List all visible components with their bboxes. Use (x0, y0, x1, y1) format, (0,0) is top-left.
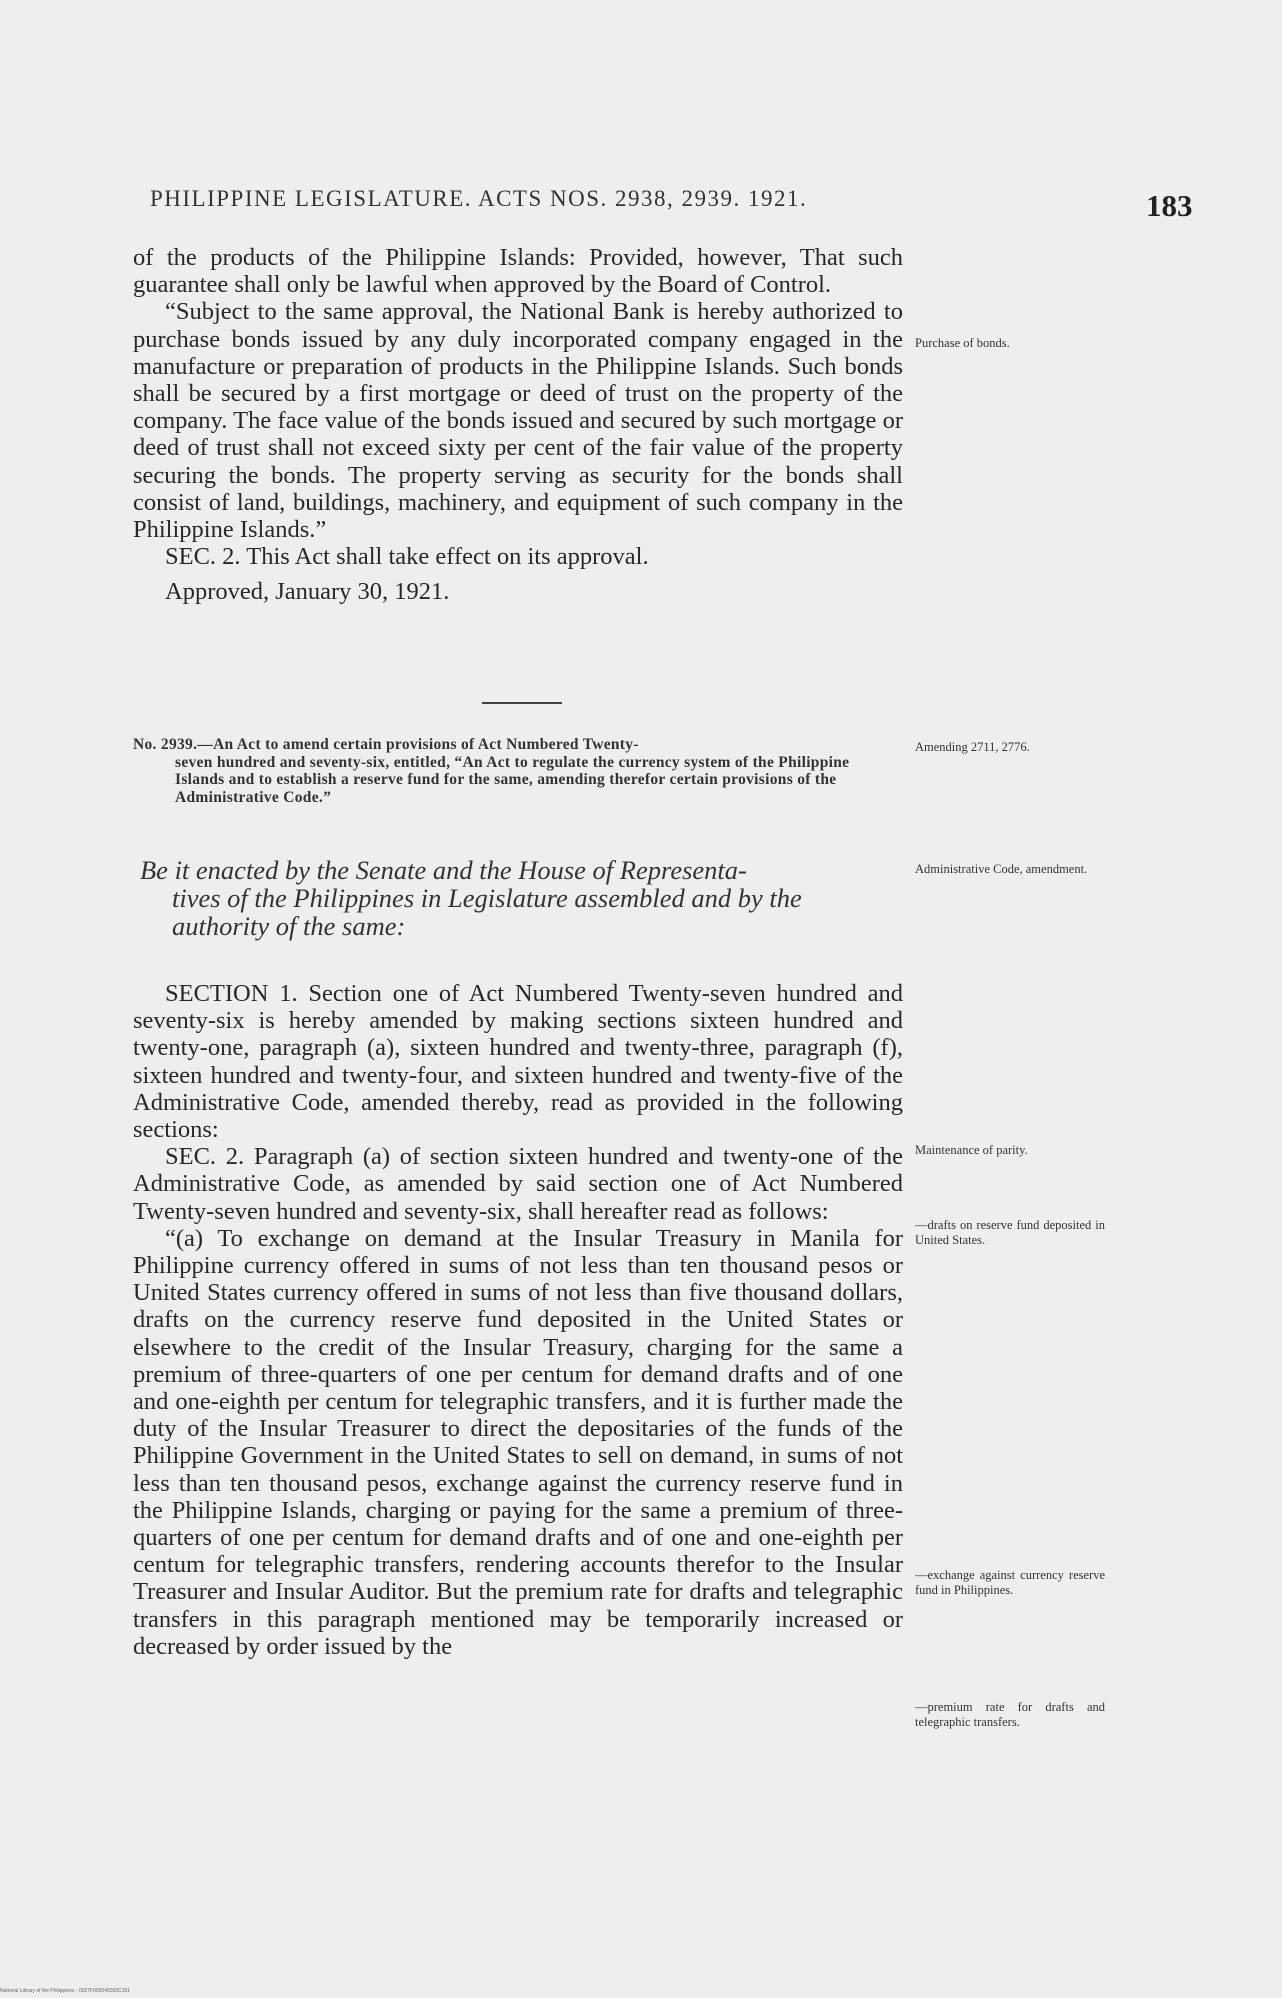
paragraph-continuation: of the products of the Philippine Islands: Provided, however, That such guarantee shall only be lawful when approved by the Board of Control. (133, 244, 903, 299)
act-caption (133, 736, 903, 806)
margin-note-exchange-against: —exchange against currency reserve fund in Philippines. (915, 1568, 1105, 1597)
enacting-clause (140, 856, 900, 940)
margin-note-purchase-of-bonds: Purchase of bonds. (915, 336, 1010, 350)
section-divider (482, 702, 562, 704)
running-head: PHILIPPINE LEGISLATURE. ACTS NOS. 2938, 2939. 1921. (150, 186, 808, 211)
paragraph-effectivity: SEC. 2. This Act shall take effect on its approval. (165, 543, 649, 571)
act-caption-first-line: No. 2939.—An Act to amend certain provisions of Act Numbered Twenty- (133, 736, 639, 753)
enacting-clause-body: tives of the Philippines in Legislature assembled and by the authority of the same: (172, 883, 802, 941)
paragraph-purchase-of-bonds: “Subject to the same approval, the National Bank is hereby authorized to purchase bonds issued by any duly incorporated company engaged in the manufacture or preparation of products in the Philippine Islands. Such bonds shall be secured by a first mortgage or deed of trust on the property of the company. The face value of the bonds issued and secured by such mortgage or deed of trust shall not exceed sixty per cent of the fair value of the property securing the bonds. The property serving as security for the bonds shall consist of land, buildings, machinery, and equipment of such company in the Philippine Islands.” (133, 298, 903, 544)
section-a-text (133, 244, 903, 606)
margin-note-admin-code: Administrative Code, amendment. (915, 862, 1088, 876)
footer-credit: National Library of the Philippines - 0027F000045002C161 (0, 1988, 131, 1994)
enacting-clause-first-line: Be it enacted by the Senate and the House of Representa- (140, 855, 747, 885)
margin-note-maintenance-of-parity: Maintenance of parity. (915, 1143, 1028, 1157)
section-b-text (133, 980, 903, 1660)
margin-note-drafts-on-reserve: —drafts on reserve fund deposited in United States. (915, 1218, 1105, 1247)
paragraph-a-exchange: “(a) To exchange on demand at the Insular Treasury in Manila for Philippine currency offered in sums of not less than ten thousand pesos or United States currency offered in sums of not less than five thousand dollars, drafts on the currency reserve fund deposited in the United States or elsewhere to the credit of the Insular Treasury, charging for the same a premium of three-quarters of one per centum for demand drafts and of one and one-eighth per centum for telegraphic transfers, and it is further made the duty of the Insular Treasurer to direct the depositaries of the funds of the Philippine Government in the United States to sell on demand, in sums of not less than ten thousand pesos, exchange against the currency reserve fund in the Philippine Islands, charging or paying for the same a premium of three-quarters of one per centum for demand drafts and of one and one-eighth per centum for telegraphic transfers, rendering accounts therefor to the Insular Treasurer and Insular Auditor. But the premium rate for drafts and telegraphic transfers in this paragraph mentioned may be temporarily increased or decreased by order issued by the (133, 1224, 903, 1660)
paragraph-section-1: SECTION 1. Section one of Act Numbered Twenty-seven hundred and seventy-six is hereby amended by making sections sixteen hundred and twenty-one, paragraph (a), sixteen hundred and twenty-three, paragraph (f), sixteen hundred and twenty-four, and sixteen hundred and twenty-five of the Administrative Code, amended thereby, read as provided in the following sections: (133, 980, 903, 1144)
paragraph-section-2: SEC. 2. Paragraph (a) of section sixteen hundred and twenty-one of the Administrative Code, as amended by said section one of Act Numbered Twenty-seven hundred and seventy-six, shall hereafter read as follows: (133, 1143, 903, 1225)
approval-date: Approved, January 30, 1921. (165, 578, 450, 606)
margin-note-amending: Amending 2711, 2776. (915, 740, 1030, 754)
act-caption-body: seven hundred and seventy-six, entitled, “An Act to regulate the currency system of the Philippine Islands and to establish a reserve fund for the same, amending therefor certain provisions of the Administrative Code.” (175, 753, 850, 806)
margin-note-premium-rate: —premium rate for drafts and telegraphic transfers. (915, 1700, 1105, 1729)
page-number: 183 (1146, 188, 1193, 223)
